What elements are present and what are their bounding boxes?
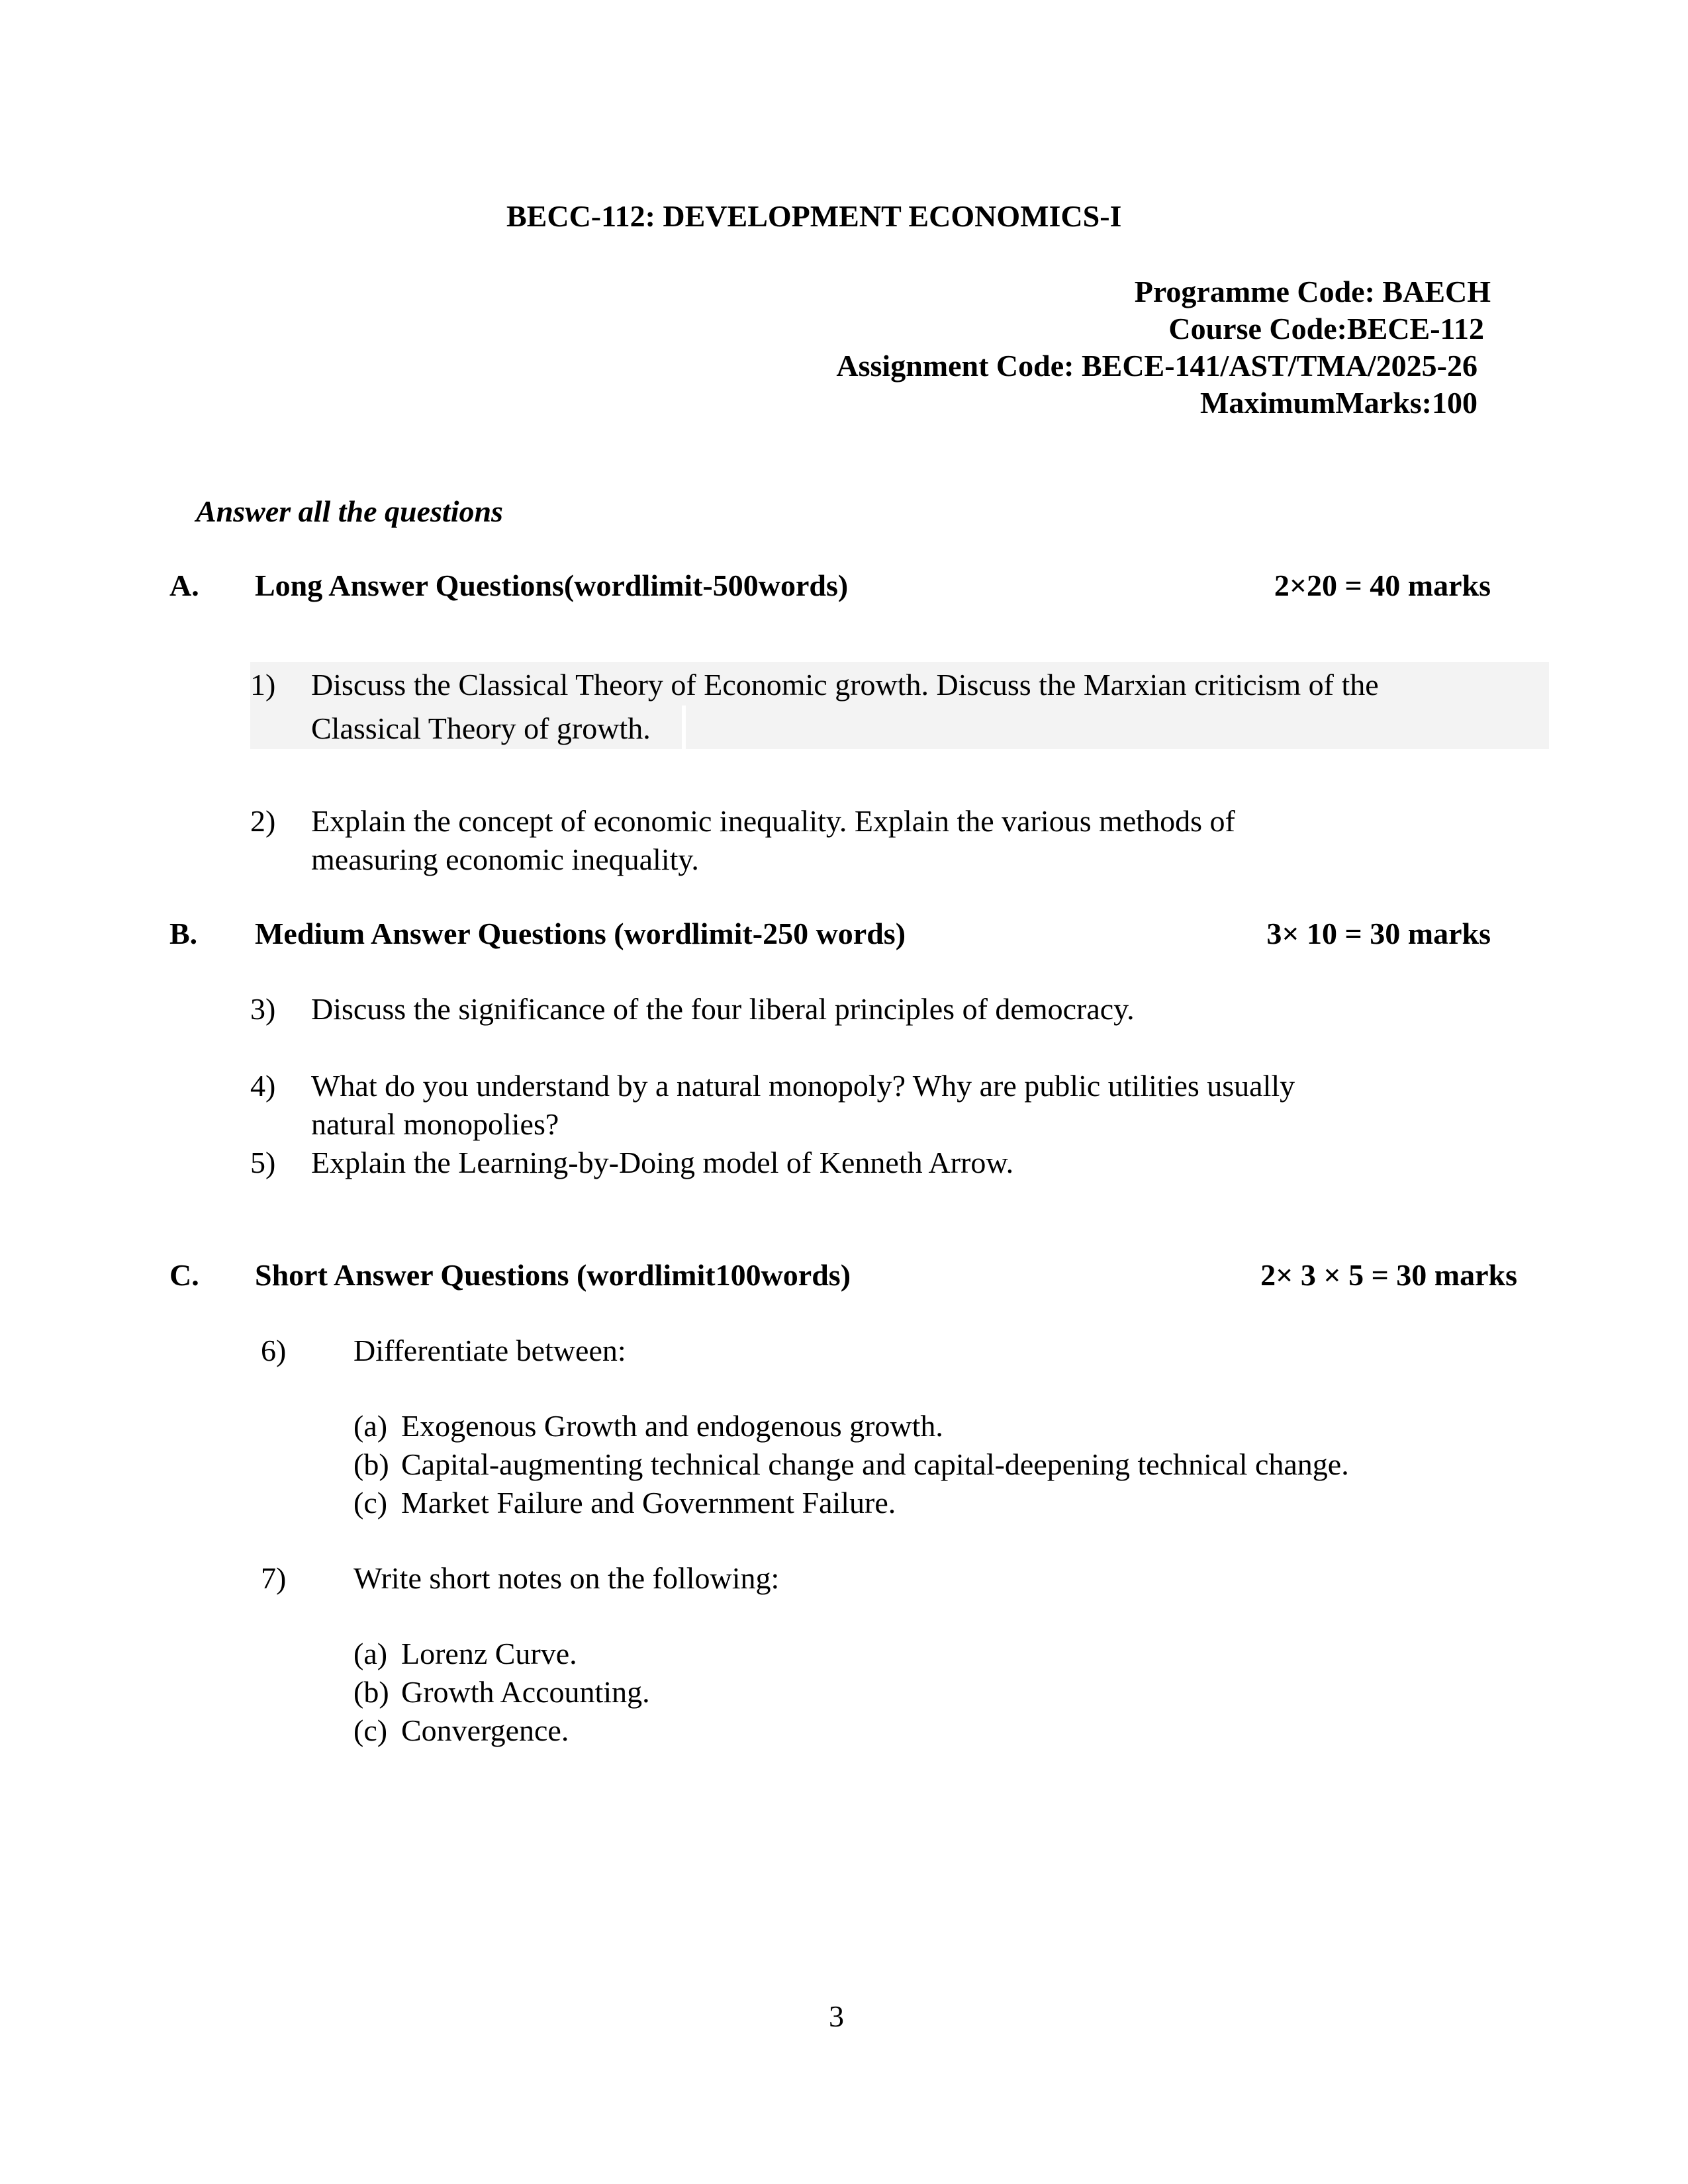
question-text: Explain the concept of economic inequality. Explain the various methods of — [311, 804, 1235, 838]
question-text: natural monopolies? — [311, 1107, 559, 1141]
section-heading: Long Answer Questions(wordlimit-500words) — [255, 569, 849, 602]
page-title: BECC-112: DEVELOPMENT ECONOMICS-I — [506, 199, 1122, 233]
question-text: measuring economic inequality. — [311, 842, 699, 876]
question-number: 4) — [250, 1069, 276, 1103]
sub-item-label: (c) — [353, 1486, 388, 1520]
question-number: 1) — [250, 668, 276, 702]
question-text: What do you understand by a natural monopoly? Why are public utilities usually — [311, 1069, 1295, 1103]
question-number: 6) — [261, 1334, 287, 1367]
sub-item-label: (c) — [353, 1713, 388, 1747]
sub-item-text: Capital-augmenting technical change and capital-deepening technical change. — [401, 1447, 1349, 1481]
question-text: Classical Theory of growth. — [311, 711, 651, 745]
sub-item-label: (b) — [353, 1675, 389, 1709]
question-number: 5) — [250, 1146, 276, 1179]
maximum-marks: MaximumMarks:100 — [1199, 386, 1477, 420]
section-letter: C. — [169, 1258, 199, 1292]
section-marks: 2× 3 × 5 = 30 marks — [1260, 1258, 1517, 1292]
section-heading: Short Answer Questions (wordlimit100words) — [255, 1258, 851, 1292]
sub-item-label: (a) — [353, 1637, 388, 1670]
programme-code: Programme Code: BAECH — [1134, 275, 1491, 308]
section-letter: A. — [169, 569, 199, 602]
sub-item-text: Convergence. — [401, 1713, 569, 1747]
question-text: Explain the Learning-by-Doing model of Kenneth Arrow. — [311, 1146, 1014, 1179]
question-text: Discuss the significance of the four liberal principles of democracy. — [311, 992, 1135, 1026]
question-text: Differentiate between: — [353, 1334, 626, 1367]
highlight-band — [686, 705, 1549, 749]
question-text: Discuss the Classical Theory of Economic growth. Discuss the Marxian criticism of the — [311, 668, 1379, 702]
section-letter: B. — [169, 917, 198, 950]
sub-item-text: Lorenz Curve. — [401, 1637, 577, 1670]
question-number: 3) — [250, 992, 276, 1026]
question-text: Write short notes on the following: — [353, 1561, 780, 1595]
sub-item-label: (a) — [353, 1409, 388, 1443]
assignment-code: Assignment Code: BECE-141/AST/TMA/2025-26 — [836, 349, 1477, 383]
question-number: 2) — [250, 804, 276, 838]
course-code: Course Code:BECE-112 — [1168, 312, 1484, 345]
section-marks: 3× 10 = 30 marks — [1266, 917, 1491, 950]
instruction: Answer all the questions — [196, 494, 503, 528]
section-marks: 2×20 = 40 marks — [1274, 569, 1491, 602]
sub-item-text: Exogenous Growth and endogenous growth. — [401, 1409, 943, 1443]
question-number: 7) — [261, 1561, 287, 1595]
page-number: 3 — [829, 1999, 844, 2033]
sub-item-text: Growth Accounting. — [401, 1675, 650, 1709]
sub-item-text: Market Failure and Government Failure. — [401, 1486, 896, 1520]
section-heading: Medium Answer Questions (wordlimit-250 words) — [255, 917, 906, 950]
sub-item-label: (b) — [353, 1447, 389, 1481]
